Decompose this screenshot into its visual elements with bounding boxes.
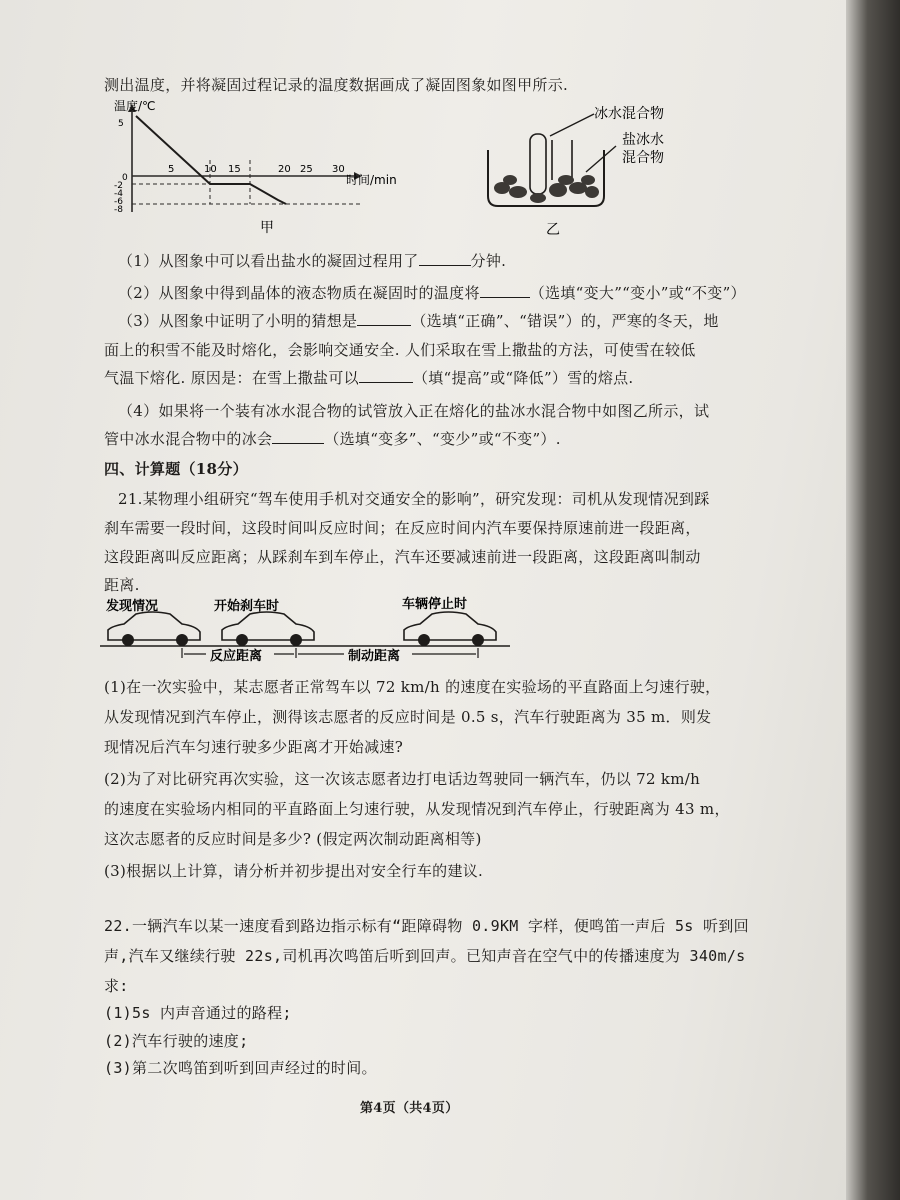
q20-part1 [118, 250, 506, 271]
label-ice-water-mixture: 冰水混合物 [594, 106, 664, 122]
intro-line: 测出温度，并将凝固过程记录的温度数据画成了凝固图象如图甲所示. [104, 76, 569, 94]
label-salt-ice-water: 盐冰水 [622, 132, 664, 148]
q20-part3-line3 [104, 367, 634, 388]
section-heading: 四、计算题（18分） [104, 460, 248, 478]
y-tick-label: 0 [122, 173, 128, 183]
q20-part4: （4）如果将一个装有冰水混合物的试管放入正在熔化的盐冰水混合物中如图乙所示，试 [118, 402, 710, 420]
label-salt-ice-water: 混合物 [622, 150, 664, 166]
answer-blank[interactable] [419, 264, 471, 266]
answer-blank[interactable] [357, 324, 411, 326]
fig-label-reaction-distance: 反应距离 [210, 649, 263, 664]
y-axis-label: 温度/℃ [114, 100, 156, 113]
x-tick-label: 25 [300, 164, 313, 175]
q20-part2-text: （2）从图象中得到晶体的液态物质在凝固时的温度将 [118, 284, 480, 302]
q20-part2 [118, 282, 746, 303]
q21-part1: 从发现情况到汽车停止，测得该志愿者的反应时间是 0.5 s，汽车行驶距离为 35 m．则发 [104, 708, 712, 726]
answer-blank[interactable] [480, 296, 530, 298]
figure-a-cooling-graph [110, 100, 440, 240]
q21-part2: (2)为了对比研究再次实验，这一次该志愿者边打电话边驾驶同一辆汽车，仍以 72 km/h [104, 770, 701, 788]
fig-label-braking-distance: 制动距离 [348, 649, 401, 664]
y-tick-label: -2 [114, 181, 123, 191]
q20-part4-line2 [104, 428, 561, 449]
q20-part1-text: 分钟. [470, 252, 507, 270]
y-tick-label: -6 [114, 197, 123, 207]
x-axis-label: 时间/min [346, 173, 397, 187]
cooling-curve [136, 116, 286, 204]
q20-part3 [118, 310, 719, 331]
q21-part1: (1)在一次实验中，某志愿者正常驾车以 72 km/h 的速度在实验场的平直路面上匀速行驶， [104, 678, 721, 696]
answer-blank[interactable] [272, 442, 324, 444]
q21-part2: 的速度在实验场内相同的平直路面上匀速行驶，从发现情况到汽车停止，行驶距离为 43 m， [104, 800, 730, 818]
y-tick-label: 5 [118, 119, 124, 129]
fig-label-brake: 开始刹车时 [214, 599, 280, 614]
figure-b-beaker [470, 100, 710, 240]
q21-part3: (3)根据以上计算，请分析并初步提出对安全行车的建议. [104, 862, 484, 880]
q22-part1: (1)5s 内声音通过的路程; [104, 1004, 292, 1022]
y-tick-label: -4 [114, 189, 123, 199]
x-tick-label: 30 [332, 164, 345, 175]
q22-stem: 22.一辆汽车以某一速度看到路边指示标有“距障碍物 0.9KM 字样，便鸣笛一声后 5s 听到回 [104, 917, 749, 935]
q20-part2-text: （选填“变大”“变小”或“不变”） [529, 284, 746, 302]
q22-stem: 声,汽车又继续行驶 22s,司机再次鸣笛后听到回声。已知声音在空气中的传播速度为 340m/s [104, 947, 746, 965]
figure-braking-distance [100, 596, 520, 666]
fig-label-find: 发现情况 [106, 599, 159, 614]
q20-part3-text: （填“提高”或“降低”）雪的熔点. [412, 369, 634, 387]
answer-blank[interactable] [359, 381, 413, 383]
x-tick-label: 20 [278, 164, 291, 175]
pointer-line [586, 146, 616, 172]
y-tick-label: -8 [114, 205, 123, 215]
page-edge-shadow [846, 0, 900, 1200]
q21-stem: 这段距离叫反应距离；从踩刹车到车停止，汽车还要减速前进一段距离，这段距离叫制动 [104, 548, 701, 566]
q22-part2: (2)汽车行驶的速度; [104, 1032, 249, 1050]
q21-part1: 现情况后汽车匀速行驶多少距离才开始减速? [104, 738, 404, 756]
q21-part2: 这次志愿者的反应时间是多少? (假定两次制动距离相等) [104, 830, 482, 848]
x-tick-label: 5 [168, 164, 175, 175]
q22-stem: 求: [104, 977, 129, 995]
fig-label-stop: 车辆停止时 [402, 597, 468, 612]
q20-part4-text: 管中冰水混合物中的冰会 [104, 430, 273, 448]
x-tick-label: 15 [228, 164, 241, 175]
q22-part3: (3)第二次鸣笛到听到回声经过的时间。 [104, 1059, 377, 1077]
figure-a-caption: 甲 [260, 220, 274, 236]
q21-stem: 刹车需要一段时间，这段时间叫反应时间；在反应时间内汽车要保持原速前进一段距离， [104, 519, 701, 537]
x-tick-label: 10 [204, 164, 217, 175]
figure-b-caption: 乙 [546, 222, 560, 238]
q20-part4-text: （选填“变多”、“变少”或“不变”）. [324, 430, 561, 448]
q20-part3-text: （选填“正确”、“错误”）的，严寒的冬天，地 [411, 312, 719, 330]
q21-stem: 距离. [104, 576, 140, 594]
page-footer: 第4页（共4页） [360, 1101, 459, 1116]
pointer-line [550, 114, 594, 136]
q20-part3-text: 气温下熔化. 原因是：在雪上撒盐可以 [104, 369, 359, 387]
q20-part3-text: （3）从图象中证明了小明的猜想是 [118, 312, 358, 330]
q20-part1-text: （1）从图象中可以看出盐水的凝固过程用了 [118, 252, 419, 270]
q21-stem: 21.某物理小组研究“驾车使用手机对交通安全的影响”，研究发现：司机从发现情况到踩 [118, 490, 710, 508]
q20-part3-line2: 面上的积雪不能及时熔化，会影响交通安全. 人们采取在雪上撒盐的方法，可使雪在较低 [104, 341, 696, 359]
test-tube [530, 134, 546, 194]
